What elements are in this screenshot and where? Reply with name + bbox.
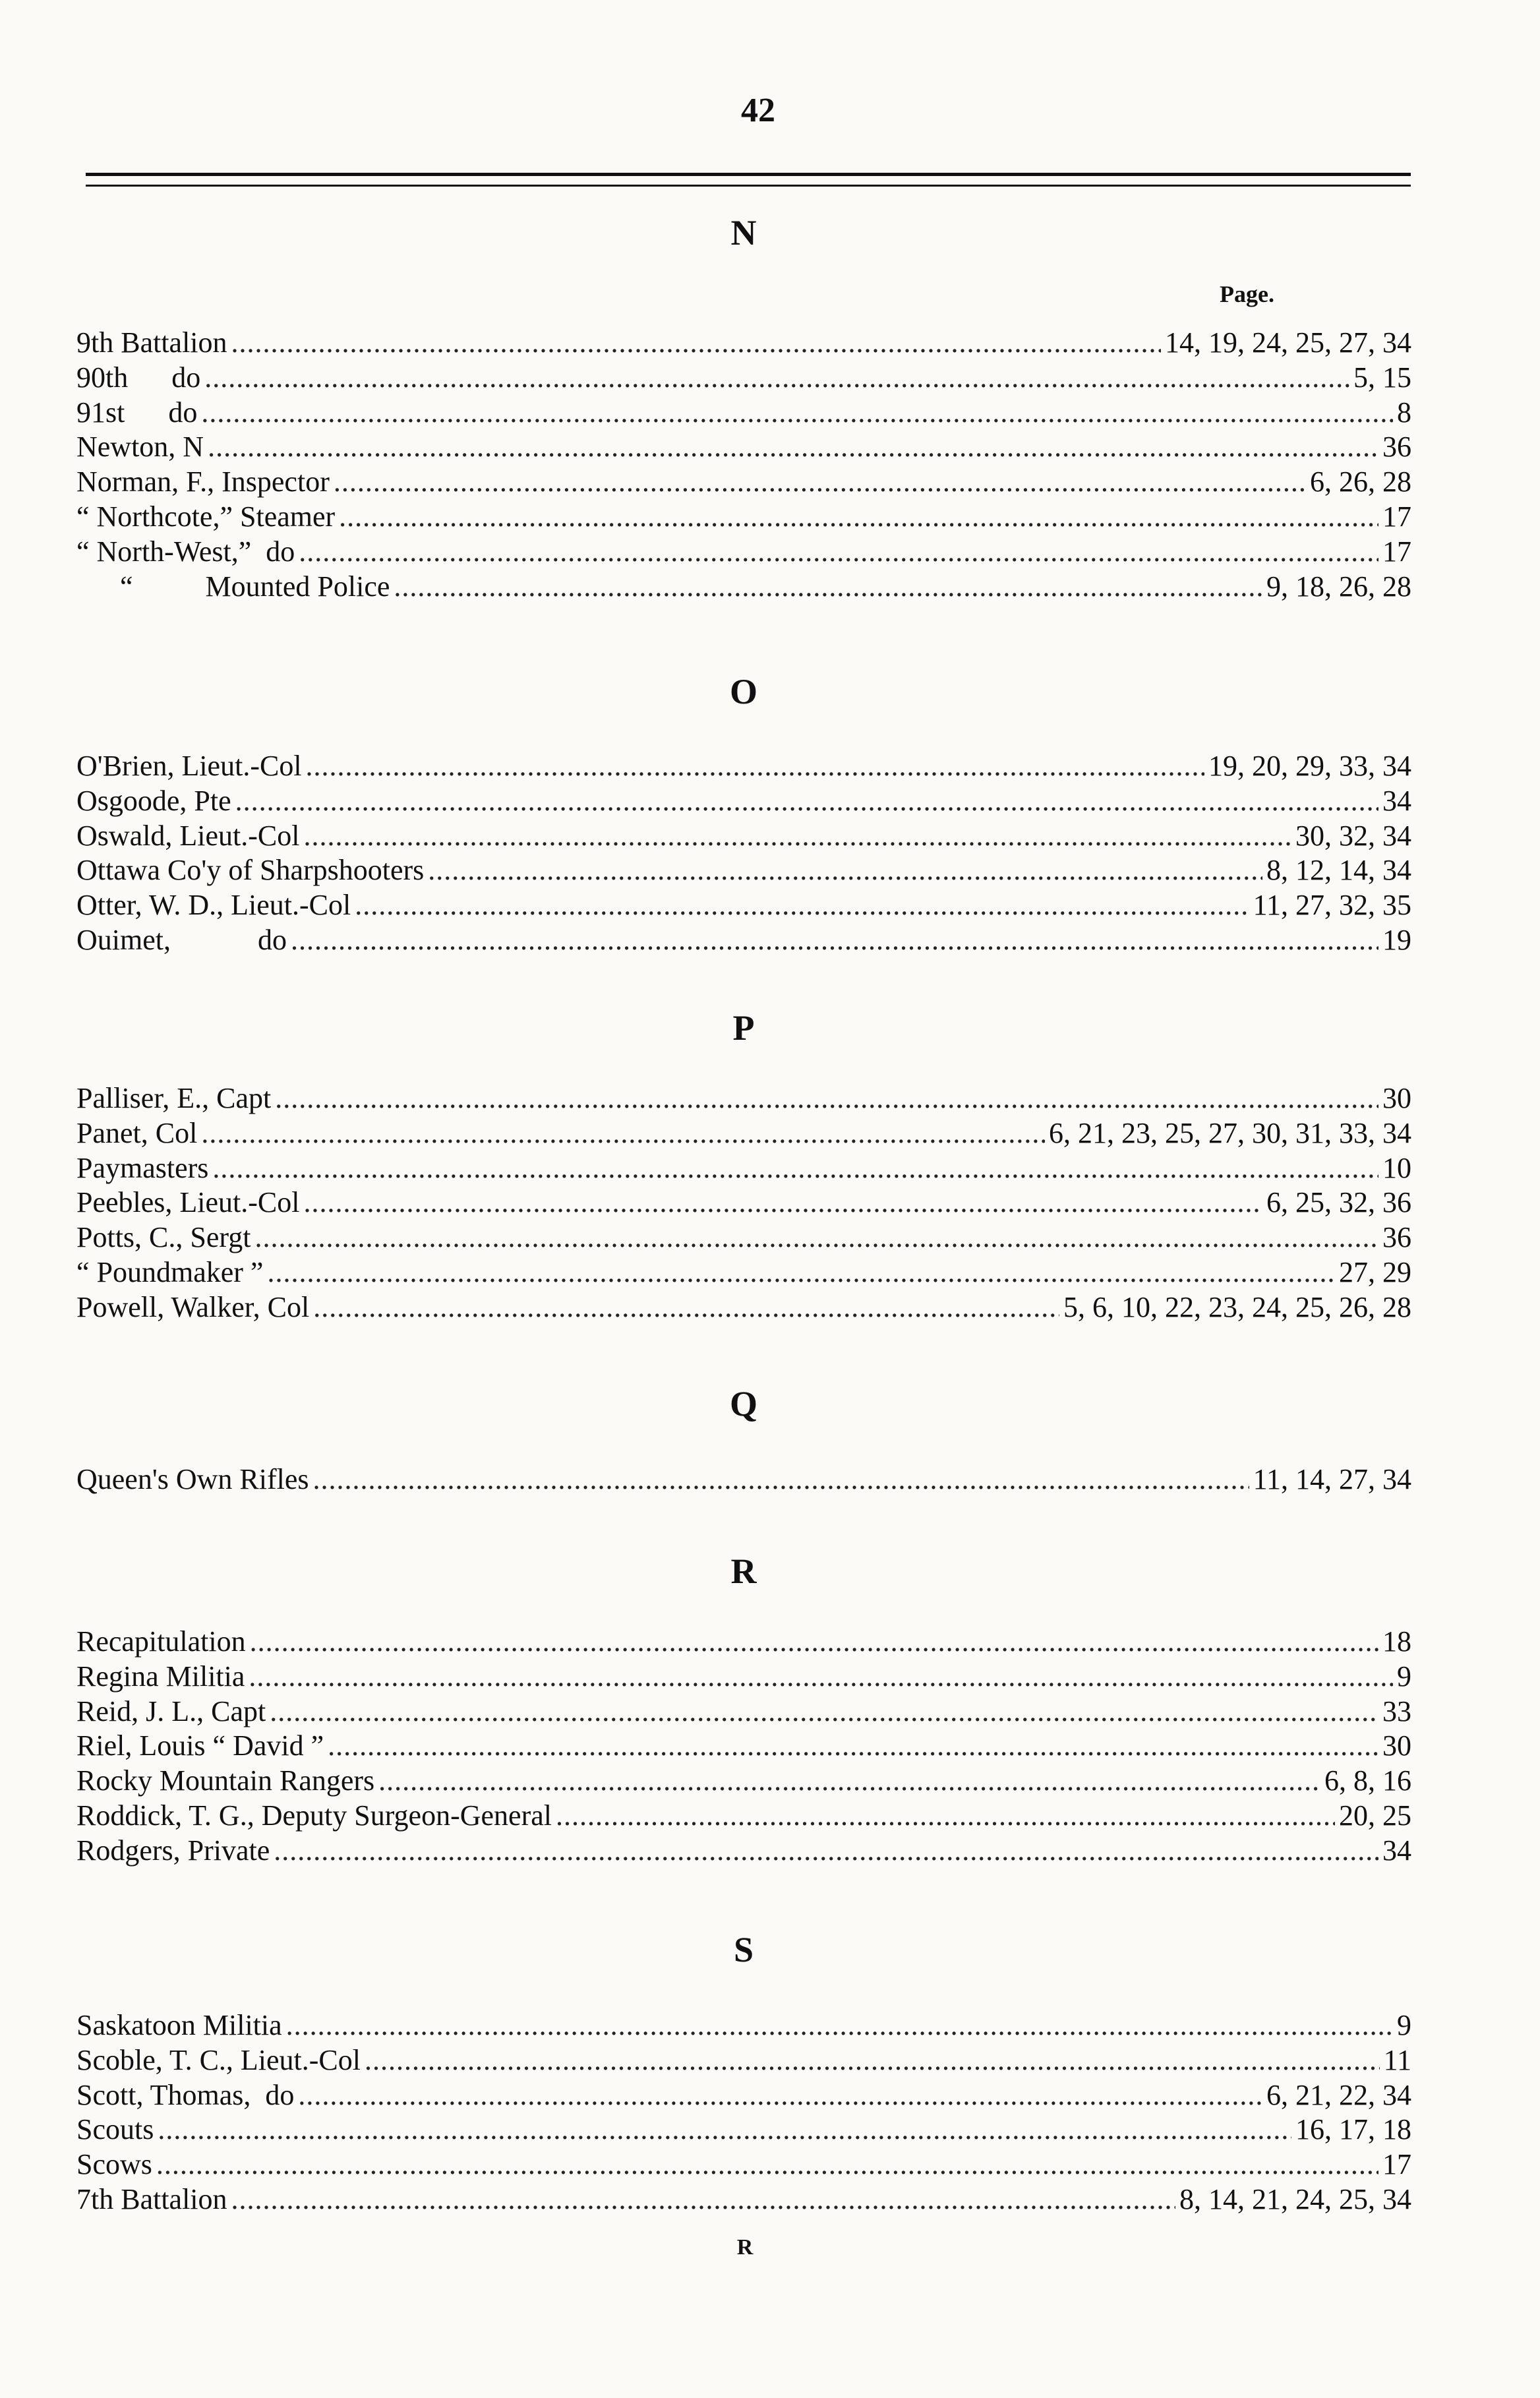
section-s-entries [76,2008,1411,2217]
entry-name: Reid, J. L., Capt [76,1694,266,1727]
entry-pages: 30 [1382,1082,1411,1114]
entry-pages: 30, 32, 34 [1295,819,1411,852]
entry-name: Peebles, Lieut.-Col [76,1186,300,1219]
entry-name: 9th Battalion [76,326,227,359]
entry-pages: 9 [1397,2009,1411,2041]
entry-pages: 17 [1382,500,1411,533]
entry-name: Scows [76,2148,152,2181]
entry-name: Rodgers, Private [76,1834,270,1867]
index-entry [76,1151,1411,1186]
section-letter-q: Q [729,1384,757,1424]
entry-name: “ Northcote,” Steamer [76,500,336,533]
dot-leader [212,1151,1378,1186]
entry-pages: 19, 20, 29, 33, 34 [1208,750,1411,782]
entry-pages: 27, 29 [1339,1255,1411,1288]
dot-leader [254,1220,1378,1255]
header-rule-thick [86,173,1411,176]
entry-name: Otter, W. D., Lieut.-Col [76,889,351,922]
dot-leader [394,570,1262,605]
header-rule-thin [86,185,1411,187]
index-entry [76,326,1411,361]
dot-leader [298,2078,1262,2113]
dot-leader [231,326,1161,361]
index-entry [76,396,1411,431]
index-entry [76,1834,1411,1869]
index-entry [76,853,1411,888]
dot-leader [208,430,1378,465]
entry-name: “ Poundmaker ” [76,1255,264,1288]
entry-name: Oswald, Lieut.-Col [76,819,300,852]
entry-name: Powell, Walker, Col [76,1290,310,1323]
dot-leader [275,1081,1378,1116]
entry-name: Paymasters [76,1151,209,1184]
index-entry [76,1116,1411,1151]
index-entry [76,1185,1411,1220]
index-entry [76,1694,1411,1729]
entry-pages: 34 [1382,1834,1411,1867]
entry-name: Potts, C., Sergt [76,1221,251,1254]
dot-leader [250,1625,1378,1660]
index-entry [76,500,1411,535]
entry-name: Scott, Thomas, do [76,2078,295,2111]
entry-name: Newton, N [76,431,204,464]
entry-pages: 34 [1382,784,1411,817]
dot-leader [334,465,1306,500]
entry-pages: 9 [1397,1660,1411,1693]
index-entry [76,923,1411,958]
dot-leader [267,1255,1335,1290]
dot-leader [365,2043,1380,2078]
dot-leader [235,784,1378,819]
entry-name: Roddick, T. G., Deputy Surgeon-General [76,1799,552,1832]
entry-name: Saskatoon Militia [76,2009,282,2041]
dot-leader [201,1116,1045,1151]
dot-leader [306,749,1204,784]
index-entry [76,1255,1411,1290]
dot-leader [313,1462,1249,1497]
section-letter-r: R [730,1551,757,1591]
entry-pages: 14, 19, 24, 25, 27, 34 [1165,326,1411,359]
page-number: 42 [741,92,775,129]
dot-leader [339,500,1378,535]
section-p-entries [76,1081,1411,1325]
index-entry [76,888,1411,923]
index-entry [76,819,1411,854]
entry-pages: 18 [1382,1625,1411,1658]
entry-pages: 17 [1382,535,1411,568]
entry-name: Osgoode, Pte [76,784,231,817]
dot-leader [299,535,1378,570]
entry-name: 91st do [76,396,198,429]
index-entry [76,1764,1411,1799]
index-entry [76,1625,1411,1660]
entry-name: Riel, Louis “ David ” [76,1729,324,1762]
entry-pages: 11 [1383,2043,1411,2076]
dot-leader [204,361,1349,396]
entry-pages: 6, 25, 32, 36 [1266,1186,1411,1219]
entry-pages: 5, 15 [1353,361,1411,394]
index-entry [76,2182,1411,2217]
dot-leader [270,1694,1378,1729]
dot-leader [231,2182,1175,2217]
entry-name: “ North-West,” do [76,535,295,568]
dot-leader [158,2113,1291,2147]
entry-name: Rocky Mountain Rangers [76,1764,375,1797]
entry-pages: 5, 6, 10, 22, 23, 24, 25, 26, 28 [1063,1290,1411,1323]
entry-name: Scoble, T. C., Lieut.-Col [76,2043,361,2076]
entry-pages: 33 [1382,1694,1411,1727]
entry-name: 7th Battalion [76,2182,227,2215]
dot-leader [201,396,1393,431]
section-letter-s: S [733,1930,754,1969]
index-entry [76,1290,1411,1325]
entry-name: “ Mounted Police [76,570,390,603]
section-q-entries [76,1462,1411,1497]
dot-leader [556,1799,1335,1834]
dot-leader [428,853,1262,888]
index-entry [76,570,1411,605]
entry-name: O'Brien, Lieut.-Col [76,750,302,782]
index-entry [76,1729,1411,1764]
section-n-entries [76,326,1411,604]
index-entry [76,2113,1411,2147]
index-entry [76,430,1411,465]
entry-pages: 17 [1382,2148,1411,2181]
index-entry [76,1660,1411,1694]
entry-pages: 30 [1382,1729,1411,1762]
entry-pages: 6, 21, 22, 34 [1266,2078,1411,2111]
entry-pages: 6, 21, 23, 25, 27, 30, 31, 33, 34 [1049,1116,1411,1149]
dot-leader [249,1660,1393,1694]
entry-pages: 36 [1382,431,1411,464]
entry-name: 90th do [76,361,201,394]
entry-pages: 8, 12, 14, 34 [1266,854,1411,887]
entry-name: Panet, Col [76,1116,198,1149]
entry-pages: 20, 25 [1339,1799,1411,1832]
section-letter-n: N [730,213,757,253]
index-entry [76,2078,1411,2113]
entry-name: Queen's Own Rifles [76,1463,309,1495]
section-r-entries [76,1625,1411,1869]
index-entry [76,1799,1411,1834]
entry-pages: 11, 27, 32, 35 [1253,889,1411,922]
dot-leader [313,1290,1059,1325]
dot-leader [328,1729,1378,1764]
dot-leader [304,1185,1263,1220]
section-letter-o: O [729,672,757,711]
index-entry [76,535,1411,570]
entry-pages: 16, 17, 18 [1295,2113,1411,2146]
entry-pages: 10 [1382,1151,1411,1184]
entry-name: Scouts [76,2113,154,2146]
dot-leader [304,819,1291,854]
entry-pages: 8, 14, 21, 24, 25, 34 [1179,2182,1411,2215]
entry-name: Norman, F., Inspector [76,465,330,498]
index-entry [76,2008,1411,2043]
dot-leader [378,1764,1320,1799]
dot-leader [286,2008,1393,2043]
entry-name: Palliser, E., Capt [76,1082,272,1114]
page-column-heading: Page. [1220,281,1274,307]
index-entry [76,1462,1411,1497]
dot-leader [291,923,1378,958]
entry-name: Regina Militia [76,1660,245,1693]
entry-pages: 19 [1382,923,1411,956]
entry-pages: 8 [1397,396,1411,429]
entry-pages: 9, 18, 26, 28 [1266,570,1411,603]
index-entry [76,749,1411,784]
entry-pages: 36 [1382,1221,1411,1254]
index-entry [76,1220,1411,1255]
entry-name: Ottawa Co'y of Sharpshooters [76,854,425,887]
section-o-entries [76,749,1411,958]
index-entry [76,2147,1411,2182]
dot-leader [355,888,1249,923]
index-entry [76,465,1411,500]
dot-leader [274,1834,1378,1869]
index-entry [76,1081,1411,1116]
index-entry [76,784,1411,819]
entry-pages: 6, 26, 28 [1310,465,1411,498]
entry-name: Recapitulation [76,1625,246,1658]
index-entry [76,2043,1411,2078]
section-letter-p: P [732,1008,755,1048]
entry-pages: 11, 14, 27, 34 [1253,1463,1411,1495]
dot-leader [156,2147,1378,2182]
index-entry [76,361,1411,396]
entry-name: Ouimet, do [76,923,287,956]
signature-mark: R [736,2235,754,2260]
entry-pages: 6, 8, 16 [1324,1764,1411,1797]
